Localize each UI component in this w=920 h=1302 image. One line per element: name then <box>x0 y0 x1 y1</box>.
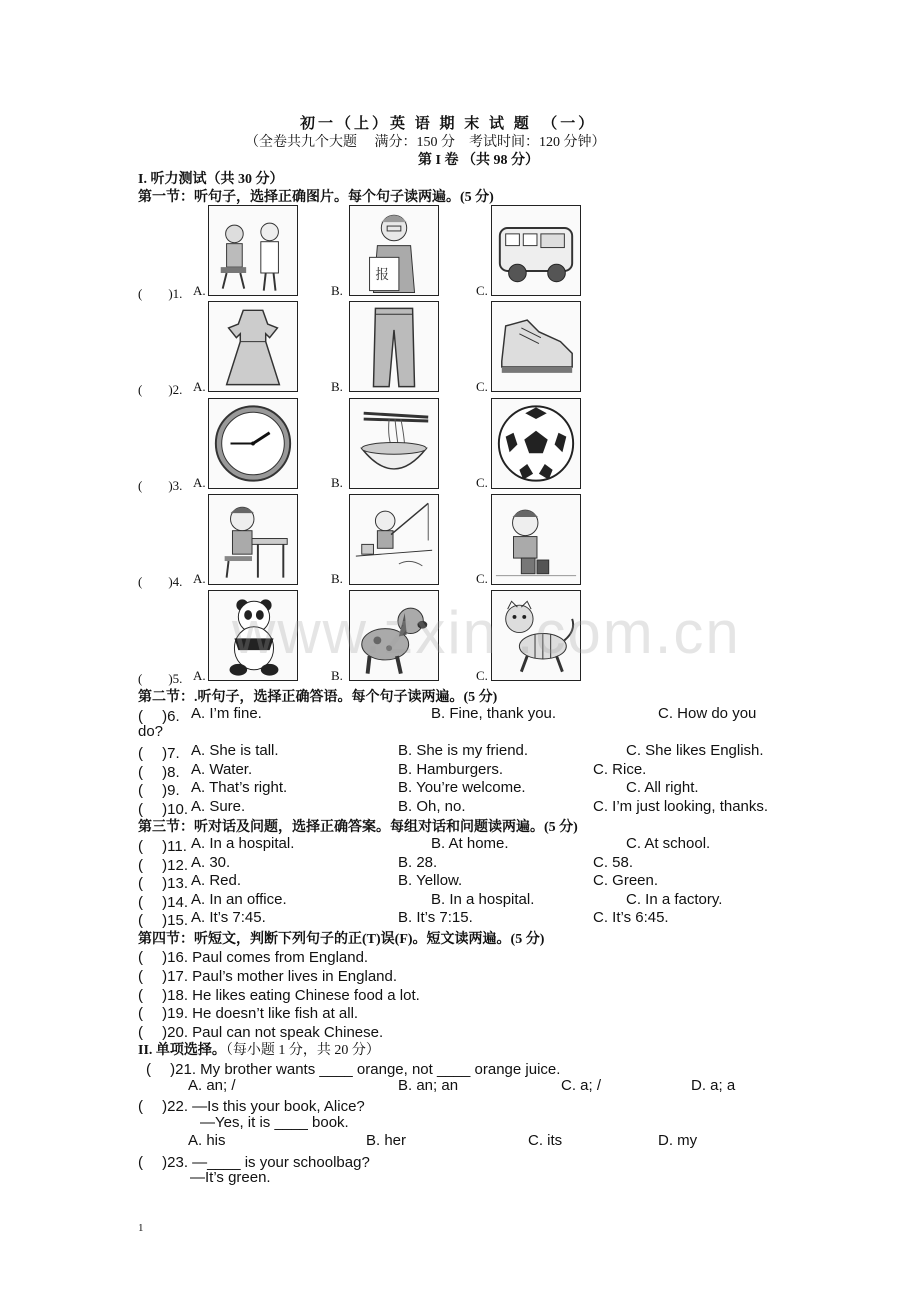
question-12-option-b: B. 28. <box>398 854 438 871</box>
question-12-option-a: A. 30. <box>191 854 231 871</box>
question-number: ( )3. <box>138 478 183 493</box>
option-label: B. <box>331 668 343 683</box>
true-false-item: ( )17. Paul’s mother lives in England. <box>138 968 398 985</box>
question-11-option-c: C. At school. <box>626 835 711 852</box>
doctor-patient-icon <box>208 205 298 296</box>
question-12-number: ( )12. <box>138 857 189 874</box>
option-label: B. <box>331 379 343 394</box>
noodles-icon <box>349 398 439 489</box>
question-9-option-a: A. That’s right. <box>191 779 288 796</box>
question-21-option-d: D. a; a <box>691 1077 736 1094</box>
bus-icon <box>491 205 581 296</box>
dress-icon <box>208 301 298 392</box>
option-label: A. <box>193 668 206 683</box>
page-title: 初一（上）英 语 期 末 试 题 （一） <box>300 116 597 132</box>
true-false-item: ( )18. He likes eating Chinese food a lot. <box>138 987 420 1004</box>
question-22-response: —Yes, it is ____ book. <box>200 1114 349 1131</box>
option-label: C. <box>476 668 488 683</box>
option-label: B. <box>331 283 343 298</box>
option-label: A. <box>193 283 206 298</box>
option-label: B. <box>331 475 343 490</box>
option-label: A. <box>193 571 206 586</box>
question-7-number: ( )7. <box>138 745 180 762</box>
question-22-option-b: B. her <box>366 1132 407 1149</box>
question-9-option-c: C. All right. <box>626 779 699 796</box>
clock-icon <box>208 398 298 489</box>
question-21-option-a: A. an; / <box>188 1077 236 1094</box>
section3-instructions: 第三节：听对话及问题，选择正确答案。每组对话和问题读两遍。(5 分) <box>138 820 578 835</box>
question-14-option-a: A. In an office. <box>191 891 287 908</box>
soccer-ball-icon <box>491 398 581 489</box>
trousers-icon <box>349 301 439 392</box>
question-number: ( )5. <box>138 671 183 686</box>
question-15-option-b: B. It’s 7:15. <box>398 909 473 926</box>
question-13-option-c: C. Green. <box>593 872 659 889</box>
boy-sitting-icon <box>491 494 581 585</box>
part1-heading: I. 听力测试（共 30 分） <box>138 172 284 187</box>
section1-text: 第一节：听句子，选择正确图片。每个句子读两遍。(5 分) <box>138 190 494 205</box>
question-23-stem: ( )23. —____ is your schoolbag? <box>138 1154 370 1171</box>
question-7-option-a: A. She is tall. <box>191 742 279 759</box>
question-8-option-b: B. Hamburgers. <box>398 761 504 778</box>
question-6-number: ( )6. <box>138 708 180 725</box>
question-15-option-c: C. It’s 6:45. <box>593 909 669 926</box>
true-false-item: ( )16. Paul comes from England. <box>138 949 369 966</box>
question-22-option-c: C. its <box>528 1132 563 1149</box>
option-label: B. <box>331 571 343 586</box>
question-22-stem: ( )22. —Is this your book, Alice? <box>138 1098 365 1115</box>
boy-writing-icon <box>208 494 298 585</box>
question-11-option-b: B. At home. <box>431 835 509 852</box>
option-label: C. <box>476 283 488 298</box>
reporter-icon <box>349 205 439 296</box>
section4-instructions: 第四节：听短文，判断下列句子的正(T)误(F)。短文读两遍。(5 分) <box>138 932 545 947</box>
page-number: 1 <box>138 1222 144 1234</box>
question-10-option-c: C. I’m just looking, thanks. <box>593 798 769 815</box>
question-21-option-b: B. an; an <box>398 1077 459 1094</box>
question-10-option-b: B. Oh, no. <box>398 798 466 815</box>
question-11-option-a: A. In a hospital. <box>191 835 295 852</box>
question-22-option-d: D. my <box>658 1132 698 1149</box>
true-false-item: ( )19. He doesn’t like fish at all. <box>138 1005 359 1022</box>
watermark: www.zxin .com.cn <box>232 599 741 666</box>
question-11-number: ( )11. <box>138 838 187 855</box>
question-12-option-c: C. 58. <box>593 854 634 871</box>
question-9-option-b: B. You’re welcome. <box>398 779 526 796</box>
question-10-option-a: A. Sure. <box>191 798 246 815</box>
question-6-option-c: C. How do you <box>658 705 757 722</box>
part2-heading-title: II. 单项选择。 <box>138 1043 226 1058</box>
option-label: C. <box>476 475 488 490</box>
question-13-option-b: B. Yellow. <box>398 872 463 889</box>
question-8-option-a: A. Water. <box>191 761 253 778</box>
question-number: ( )1. <box>138 286 183 301</box>
question-15-number: ( )15. <box>138 912 189 929</box>
boy-fishing-icon <box>349 494 439 585</box>
question-14-number: ( )14. <box>138 894 189 911</box>
svg-text:报: 报 <box>375 266 390 283</box>
question-7-option-c: C. She likes English. <box>626 742 764 759</box>
question-6-option-c-continued: do? <box>138 723 164 740</box>
volume-title: 第 I 卷 （共 98 分） <box>418 153 539 168</box>
question-13-option-a: A. Red. <box>191 872 242 889</box>
exam-info: （全卷共九个大题 满分：150 分 考试时间：120 分钟） <box>245 135 606 150</box>
question-7-option-b: B. She is my friend. <box>398 742 529 759</box>
question-6-option-b: B. Fine, thank you. <box>431 705 557 722</box>
part2-heading-note: （每小题 1 分，共 20 分） <box>225 1043 380 1058</box>
question-23-response: —It’s green. <box>190 1169 271 1186</box>
question-8-number: ( )8. <box>138 764 180 781</box>
question-6-option-a: A. I’m fine. <box>191 705 262 722</box>
section1-instructions <box>138 186 494 206</box>
question-number: ( )2. <box>138 382 183 397</box>
question-21-option-c: C. a; / <box>561 1077 602 1094</box>
question-9-number: ( )9. <box>138 782 180 799</box>
part2-heading <box>138 1039 380 1059</box>
question-22-option-a: A. his <box>188 1132 226 1149</box>
question-8-option-c: C. Rice. <box>593 761 647 778</box>
question-number: ( )4. <box>138 574 183 589</box>
question-21-stem: ( )21. My brother wants ____ orange, not ____ orange juice. <box>146 1061 561 1078</box>
option-label: C. <box>476 379 488 394</box>
question-13-number: ( )13. <box>138 875 189 892</box>
option-label: A. <box>193 475 206 490</box>
question-14-option-c: C. In a factory. <box>626 891 723 908</box>
true-false-item: ( )20. Paul can not speak Chinese. <box>138 1024 384 1041</box>
option-label: A. <box>193 379 206 394</box>
option-label: C. <box>476 571 488 586</box>
section2-instructions: 第二节：.听句子，选择正确答语。每个句子读两遍。(5 分) <box>138 690 498 705</box>
sneaker-icon <box>491 301 581 392</box>
question-15-option-a: A. It’s 7:45. <box>191 909 266 926</box>
question-10-number: ( )10. <box>138 801 189 818</box>
question-14-option-b: B. In a hospital. <box>431 891 535 908</box>
